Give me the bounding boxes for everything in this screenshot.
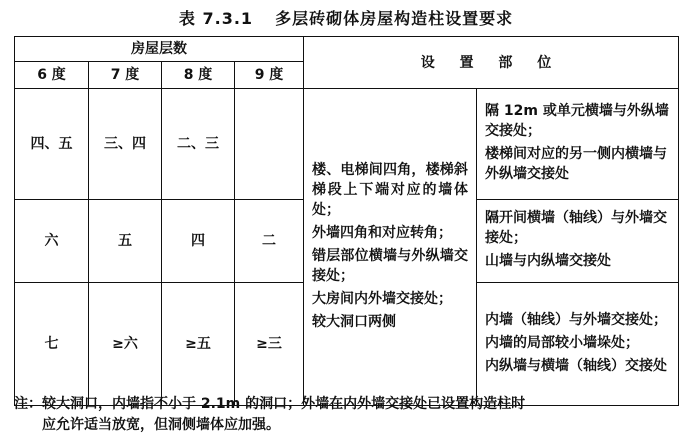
- table-cell: 三、四: [89, 89, 162, 200]
- intensity-header: 7 度: [89, 62, 162, 89]
- specific-location-item: 楼梯间对应的另一侧内横墙与外纵墙交接处: [485, 146, 667, 182]
- specific-location-item: 隔 12m 或单元横墙与外纵墙交接处；: [485, 103, 669, 139]
- specific-location-item: 山墙与内纵墙交接处: [485, 253, 611, 269]
- table-cell: ≥六: [89, 283, 162, 406]
- floors-header: 房屋层数: [15, 37, 304, 62]
- specific-locations-cell: [477, 200, 679, 283]
- common-location-item: 错层部位横墙与外纵墙交接处；: [312, 247, 468, 284]
- intensity-header: 9 度: [235, 62, 304, 89]
- table-cell: 六: [15, 200, 89, 283]
- table-title: [0, 6, 692, 29]
- table-note: [14, 394, 678, 436]
- table-cell: 五: [89, 200, 162, 283]
- table-cell: 二: [235, 200, 304, 283]
- specific-location-item: 内墙的局部较小墙垛处；: [485, 334, 639, 351]
- table-cell: 七: [15, 283, 89, 406]
- common-location-item: 较大洞口两侧: [312, 313, 396, 330]
- table-cell: [235, 89, 304, 200]
- table-cell: ≥五: [162, 283, 235, 406]
- specific-location-item: 内纵墙与横墙（轴线）交接处: [485, 357, 667, 374]
- table-cell: ≥三: [235, 283, 304, 406]
- common-locations-cell: [304, 89, 477, 406]
- table-cell: 四、五: [15, 89, 89, 200]
- intensity-header: 8 度: [162, 62, 235, 89]
- table-row: [15, 89, 679, 200]
- note-line: 应允许适当放宽，但洞侧墙体应加强。: [42, 417, 280, 433]
- common-location-item: 大房间内外墙交接处；: [312, 290, 452, 307]
- table-number: 表 7.3.1: [178, 9, 254, 28]
- intensity-header: 6 度: [15, 62, 89, 89]
- common-location-item: 外墙四角和对应转角；: [312, 224, 452, 241]
- construction-column-table: [14, 36, 679, 406]
- table-cell: 二、三: [162, 89, 235, 200]
- specific-locations-cell: [477, 283, 679, 406]
- location-header: 设 置 部 位: [304, 37, 679, 89]
- table-title-text: 多层砖砌体房屋构造柱设置要求: [275, 9, 514, 28]
- table-cell: 四: [162, 200, 235, 283]
- specific-locations-cell: [477, 89, 679, 200]
- specific-location-item: 隔开间横墙（轴线）与外墙交接处；: [485, 210, 667, 246]
- common-location-item: 楼、电梯间四角，楼梯斜梯段上下端对应的墙体处；: [312, 161, 468, 218]
- specific-location-item: 内墙（轴线）与外墙交接处；: [485, 311, 667, 328]
- note-line: 注：较大洞口，内墙指不小于 2.1m 的洞口；外墙在内外墙交接处已设置构造柱时: [14, 396, 526, 412]
